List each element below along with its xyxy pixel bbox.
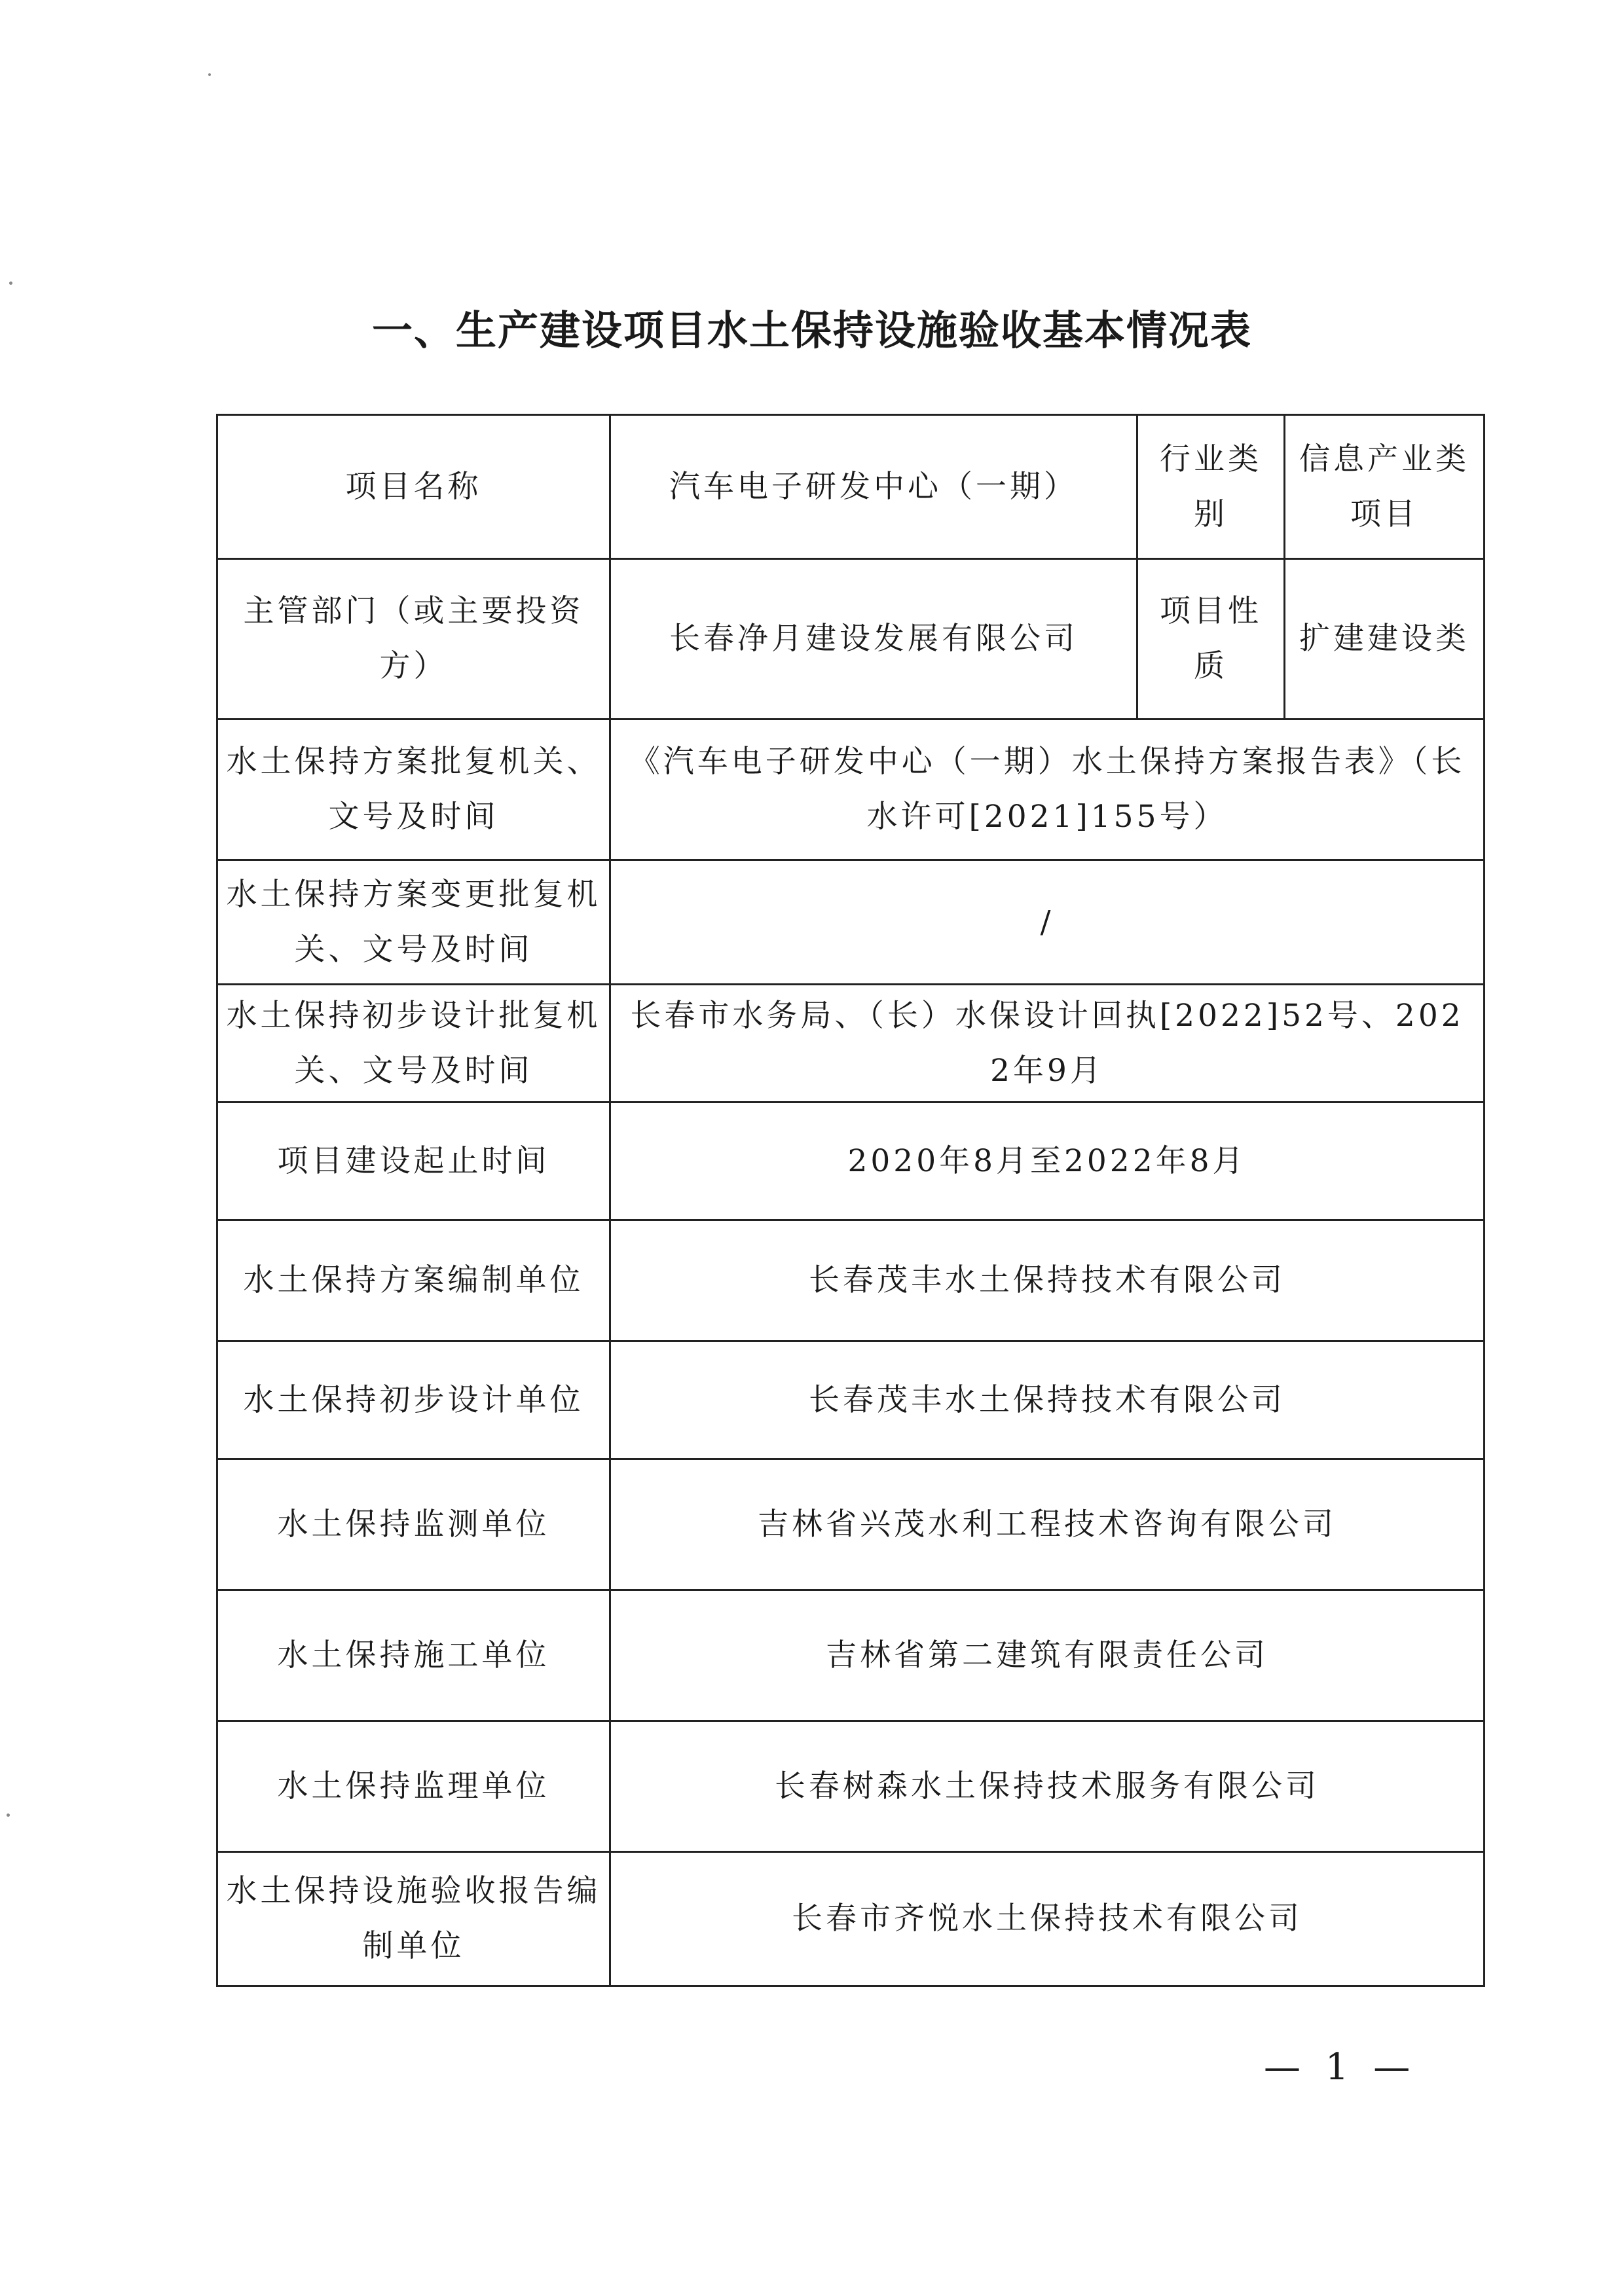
industry-value: 信息产业类项目 [1285, 415, 1485, 559]
department-label: 主管部门（或主要投资方） [217, 559, 610, 720]
page-title: 一、生产建设项目水土保持设施验收基本情况表 [371, 306, 1252, 354]
plan-change-label: 水土保持方案变更批复机关、文号及时间 [217, 860, 610, 985]
period-label: 项目建设起止时间 [217, 1102, 610, 1220]
table-row [217, 1852, 1485, 1986]
table-row [217, 1220, 1485, 1341]
table-row [217, 860, 1485, 985]
prelim-design-value: 长春市水务局、（长）水保设计回执[2022]52号、2022年9月 [610, 985, 1485, 1102]
prelim-design-label: 水土保持初步设计批复机关、文号及时间 [217, 985, 610, 1102]
monitor-unit-value: 吉林省兴茂水利工程技术咨询有限公司 [610, 1459, 1485, 1590]
table-row [217, 720, 1485, 860]
report-unit-value: 长春市齐悦水土保持技术有限公司 [610, 1852, 1485, 1986]
construction-unit-value: 吉林省第二建筑有限责任公司 [610, 1590, 1485, 1721]
design-unit-value: 长春茂丰水土保持技术有限公司 [610, 1341, 1485, 1459]
supervision-unit-value: 长春树森水土保持技术服务有限公司 [610, 1721, 1485, 1852]
page-number: — 1 — [1264, 2046, 1417, 2088]
table-row [217, 1102, 1485, 1220]
design-unit-label: 水土保持初步设计单位 [217, 1341, 610, 1459]
industry-label: 行业类别 [1137, 415, 1285, 559]
scan-speck [208, 73, 211, 76]
table-row [217, 1341, 1485, 1459]
monitor-unit-label: 水土保持监测单位 [217, 1459, 610, 1590]
plan-approval-label: 水土保持方案批复机关、文号及时间 [217, 720, 610, 860]
plan-approval-value: 《汽车电子研发中心（一期）水土保持方案报告表》（长水许可[2021]155号） [610, 720, 1485, 860]
table-row [217, 1459, 1485, 1590]
scan-speck [7, 1813, 10, 1817]
table-row [217, 985, 1485, 1102]
period-value: 2020年8月至2022年8月 [610, 1102, 1485, 1220]
department-value: 长春净月建设发展有限公司 [610, 559, 1137, 720]
table-row [217, 415, 1485, 559]
table-row [217, 1721, 1485, 1852]
nature-label: 项目性质 [1137, 559, 1285, 720]
table-row [217, 1590, 1485, 1721]
plan-change-value: / [610, 860, 1485, 985]
plan-unit-label: 水土保持方案编制单位 [217, 1220, 610, 1341]
plan-unit-value: 长春茂丰水土保持技术有限公司 [610, 1220, 1485, 1341]
table-row [217, 559, 1485, 720]
project-name-value: 汽车电子研发中心（一期） [610, 415, 1137, 559]
project-name-label: 项目名称 [217, 415, 610, 559]
supervision-unit-label: 水土保持监理单位 [217, 1721, 610, 1852]
acceptance-info-table [216, 414, 1485, 1987]
nature-value: 扩建建设类 [1285, 559, 1485, 720]
scan-speck [9, 282, 12, 285]
construction-unit-label: 水土保持施工单位 [217, 1590, 610, 1721]
report-unit-label: 水土保持设施验收报告编制单位 [217, 1852, 610, 1986]
